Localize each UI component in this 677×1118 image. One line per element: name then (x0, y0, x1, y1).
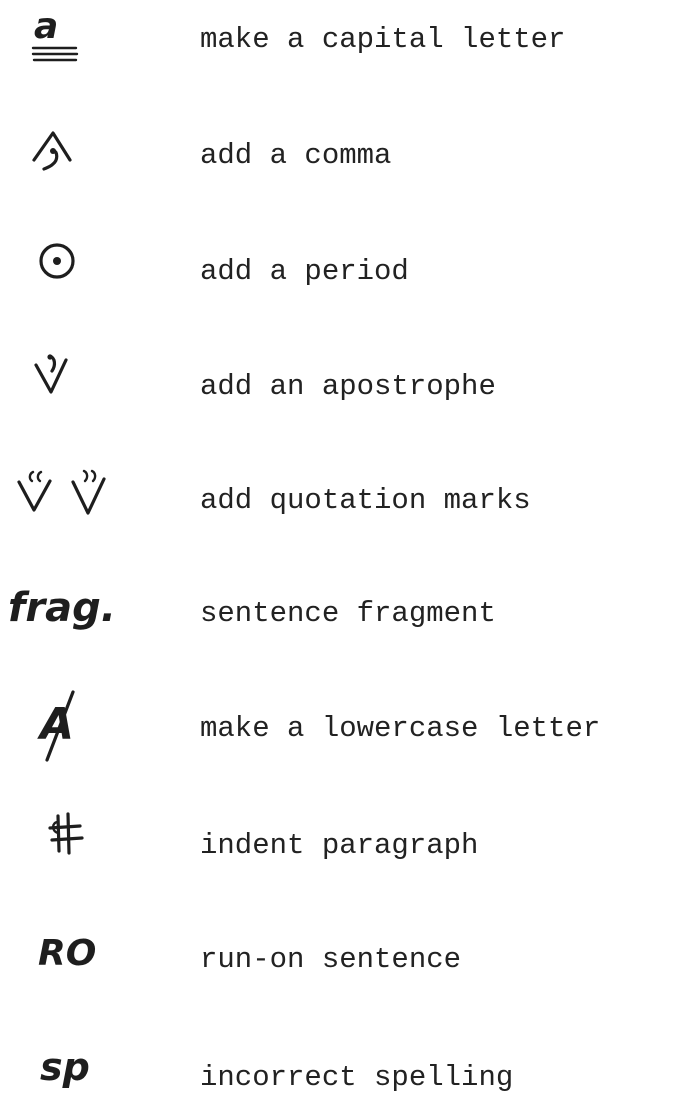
add-quotation-marks-mark-icon (0, 461, 160, 541)
mark-row-spelling (0, 1038, 677, 1118)
add-period-mark-icon (0, 232, 160, 312)
mark-row-apostrophe (0, 347, 677, 427)
mark-label: add quotation marks (200, 484, 531, 517)
spelling-mark-icon (0, 1038, 160, 1118)
mark-label: incorrect spelling (200, 1061, 514, 1094)
add-comma-mark-icon (0, 116, 160, 196)
mark-label: add a period (200, 255, 409, 288)
mark-row-lowercase (0, 689, 677, 769)
spelling-mark-glyph: sp (40, 1045, 90, 1089)
lowercase-letter-mark-icon (0, 689, 160, 769)
mark-label: make a lowercase letter (200, 712, 601, 745)
mark-label: add a comma (200, 139, 392, 172)
mark-row-indent (0, 806, 677, 886)
mark-row-period (0, 232, 677, 312)
add-apostrophe-mark-icon (0, 347, 160, 427)
mark-label: sentence fragment (200, 597, 496, 630)
capital-letter-mark-icon (0, 0, 160, 80)
capital-letter-mark-glyph: a (34, 6, 59, 47)
mark-label: indent paragraph (200, 829, 479, 862)
mark-label: run-on sentence (200, 943, 462, 976)
mark-row-quotation (0, 461, 677, 541)
mark-row-run-on (0, 920, 677, 1000)
run-on-sentence-mark-icon (0, 920, 160, 1000)
sentence-fragment-mark-icon (0, 574, 160, 654)
mark-label: add an apostrophe (200, 370, 496, 403)
mark-row-fragment (0, 574, 677, 654)
lowercase-letter-mark-glyph: A (40, 699, 75, 750)
indent-paragraph-mark-icon (0, 806, 160, 886)
mark-row-comma (0, 116, 677, 196)
mark-label: make a capital letter (200, 23, 566, 56)
run-on-sentence-mark-glyph: RO (38, 933, 97, 974)
mark-row-capital-letter (0, 0, 677, 80)
sentence-fragment-mark-glyph: frag. (8, 585, 116, 631)
